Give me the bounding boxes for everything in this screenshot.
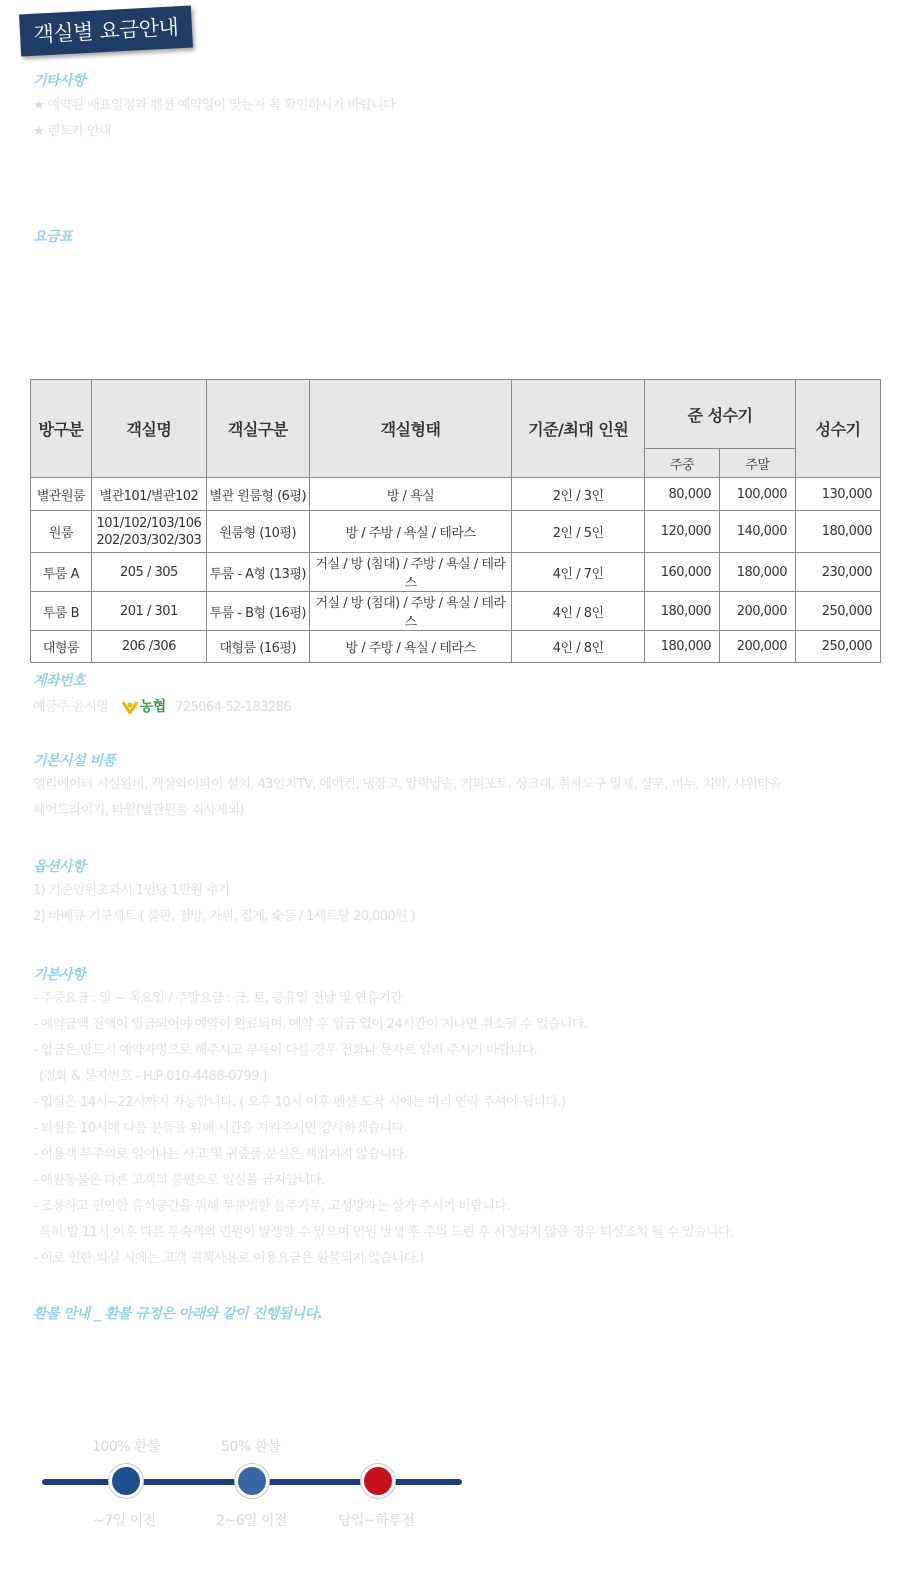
cell-form: 거실 / 방 (침대) / 주방 / 욕실 / 테라스: [309, 592, 512, 631]
table-row: [31, 553, 881, 592]
cell-capacity: 4인 / 7인: [512, 553, 645, 592]
refund-dot-full: [109, 1464, 143, 1498]
basics-line: - 이용객 부주의로 일어나는 사고 및 귀중품 분실은 책임지지 않습니다.: [33, 1147, 408, 1162]
cell-weekday: 180,000: [645, 592, 720, 631]
cell-peak: 250,000: [795, 631, 880, 663]
etc-heading: 기타사항: [33, 73, 86, 89]
cell-name: 101/102/103/106 202/203/302/303: [91, 511, 206, 553]
etc-line: ★ 렌트카 안내: [33, 124, 111, 139]
cell-class: 원룸형 (10평): [206, 511, 309, 553]
header-peak: 성수기: [795, 380, 880, 478]
nh-bank-icon: [122, 700, 138, 714]
refund-dot-half: [235, 1464, 269, 1498]
bank-name: 농협: [139, 699, 166, 715]
header-room-name: 객실명: [91, 380, 206, 478]
refund-dot-none: [361, 1464, 395, 1498]
header-weekend: 주말: [720, 449, 796, 478]
cell-weekend: 180,000: [720, 553, 796, 592]
account-info: [33, 695, 291, 719]
cell-type: 별관원룸: [31, 478, 92, 511]
basics-line: - 주중요금 : 일 ~ 목요일 / 주말요금 : 금, 토, 공휴일 전날 및 연휴기간: [33, 991, 403, 1006]
etc-line: ★ 예약된 배표일정과 펜션 예약일이 맞는지 꼭 확인하시기 바랍니다: [33, 98, 396, 113]
refund-bottom-label: ~7일 이전: [93, 1513, 156, 1529]
cell-type: 투룸 A: [31, 553, 92, 592]
cell-name: 205 / 305: [91, 553, 206, 592]
rate-table: [30, 379, 881, 663]
cell-class: 투룸 - A형 (13평): [206, 553, 309, 592]
cell-type: 투룸 B: [31, 592, 92, 631]
cell-type: 대형룸: [31, 631, 92, 663]
header-weekday: 주중: [645, 449, 720, 478]
amenities-heading: 기본시설 비품: [33, 753, 116, 769]
account-heading: 계좌번호: [33, 673, 86, 689]
cell-name: 201 / 301: [91, 592, 206, 631]
basics-line: 특히 밤 11시 이후 다른 투숙객의 민원이 발생할 수 있으며 민원 발생 후 주의 드린 후 시정되지 않을 경우 퇴실조치 될 수 있습니다.: [39, 1225, 734, 1240]
cell-weekday: 160,000: [645, 553, 720, 592]
cell-weekend: 100,000: [720, 478, 796, 511]
cell-name: 206 /306: [91, 631, 206, 663]
cell-capacity: 2인 / 5인: [512, 511, 645, 553]
header-room-form: 객실형태: [309, 380, 512, 478]
cell-weekday: 120,000: [645, 511, 720, 553]
cell-form: 방 / 욕실: [309, 478, 512, 511]
account-number: 725064-52-183286: [175, 699, 291, 715]
table-row: [31, 478, 881, 511]
basics-line: - 입금은 반드시 예약자명으로 해주시고 부득이 다를 경우 전화나 문자로 알려 주시기 바랍니다.: [33, 1043, 538, 1058]
cell-type: 원룸: [31, 511, 92, 553]
basics-line: - 이로 인한 퇴실 시에는 고객 귀책사유로 이용요금은 환불되지 않습니다.): [33, 1251, 424, 1266]
table-row: [31, 511, 881, 553]
options-heading: 옵션사항: [33, 859, 86, 875]
header-capacity: 기준/최대 인원: [512, 380, 645, 478]
amenities-line: 헤어드라이기, 타월(별관원룸 취사제외): [33, 803, 244, 818]
cell-weekend: 200,000: [720, 631, 796, 663]
table-row: [31, 592, 881, 631]
cell-form: 거실 / 방 (침대) / 주방 / 욕실 / 테라스: [309, 553, 512, 592]
header-room-class: 객실구분: [206, 380, 309, 478]
refund-bottom-label: 당일~하루전: [338, 1513, 415, 1529]
cell-form: 방 / 주방 / 욕실 / 테라스: [309, 511, 512, 553]
cell-peak: 180,000: [795, 511, 880, 553]
cell-peak: 250,000: [795, 592, 880, 631]
cell-weekend: 140,000: [720, 511, 796, 553]
cell-capacity: 4인 / 8인: [512, 592, 645, 631]
cell-weekday: 180,000: [645, 631, 720, 663]
options-line: 1) 기준인원초과시 1인당 1만원 추가: [33, 883, 231, 898]
cell-capacity: 4인 / 8인: [512, 631, 645, 663]
refund-heading: 환불 안내 _ 환불 규정은 아래와 같이 진행됩니다.: [33, 1306, 323, 1322]
rates-heading: 요금표: [33, 229, 73, 245]
table-row: [31, 631, 881, 663]
cell-peak: 130,000: [795, 478, 880, 511]
cell-capacity: 2인 / 3인: [512, 478, 645, 511]
refund-bottom-label: 2~6일 이전: [216, 1513, 288, 1529]
refund-top-label: 50% 환불: [221, 1439, 281, 1455]
basics-list: [33, 986, 734, 1272]
header-semi-peak: 준 성수기: [645, 380, 796, 449]
cell-form: 방 / 주방 / 욕실 / 테라스: [309, 631, 512, 663]
cell-peak: 230,000: [795, 553, 880, 592]
refund-top-label: 100% 환불: [92, 1439, 161, 1455]
options-line: 2) 바베큐 기구세트 ( 불판, 철망, 가위, 집게, 숯등 / 1세트당 20,000원 ): [33, 909, 416, 924]
cell-name: 별관101/별관102: [91, 478, 206, 511]
basics-heading: 기본사항: [33, 967, 86, 983]
basics-line: - 애완동물은 다른 고객의 불편으로 입실을 금지합니다.: [33, 1173, 325, 1188]
cell-weekday: 80,000: [645, 478, 720, 511]
basics-line: - 퇴실은 10시에 다음 분들을 위해 시간을 지켜주시면 감사하겠습니다.: [33, 1121, 408, 1136]
cell-class: 투룸 - B형 (16평): [206, 592, 309, 631]
cell-class: 대형룸 (16평): [206, 631, 309, 663]
bank-logo: [122, 695, 166, 719]
account-holder: 예금주 윤시영: [33, 699, 109, 715]
basics-line: - 입실은 14시~22시까지 가능합니다. ( 오후 10시 이후 펜션 도착 시에는 미리 연락 주셔야 됩니다.): [33, 1095, 566, 1110]
basics-line: (전화 & 문자번호 - H.P 010-4488-0799 ): [39, 1069, 267, 1084]
cell-class: 별관 원룸형 (6평): [206, 478, 309, 511]
basics-line: - 조용하고 편안한 휴식공간을 위해 무분별한 음주가무, 고성방가는 삼가 주시기 바랍니다.: [33, 1199, 510, 1214]
cell-weekend: 200,000: [720, 592, 796, 631]
page-title: 객실별 요금안내: [19, 6, 193, 57]
header-room-type: 방구분: [31, 380, 92, 478]
amenities-line: 엘리베이터 시설완비, 객실와이파이 설치, 43인치TV, 에어컨, 냉장고, 압력밥솥, 커피포트, 싱크대, 취사도구 일체, 샴푸, 비누, 치약, 샤워타올: [33, 777, 782, 792]
basics-line: - 예약금액 전액이 입금되어야 예약이 완료되며, 예약 후 입금 없이 24시간이 지나면 취소될 수 있습니다.: [33, 1017, 588, 1032]
